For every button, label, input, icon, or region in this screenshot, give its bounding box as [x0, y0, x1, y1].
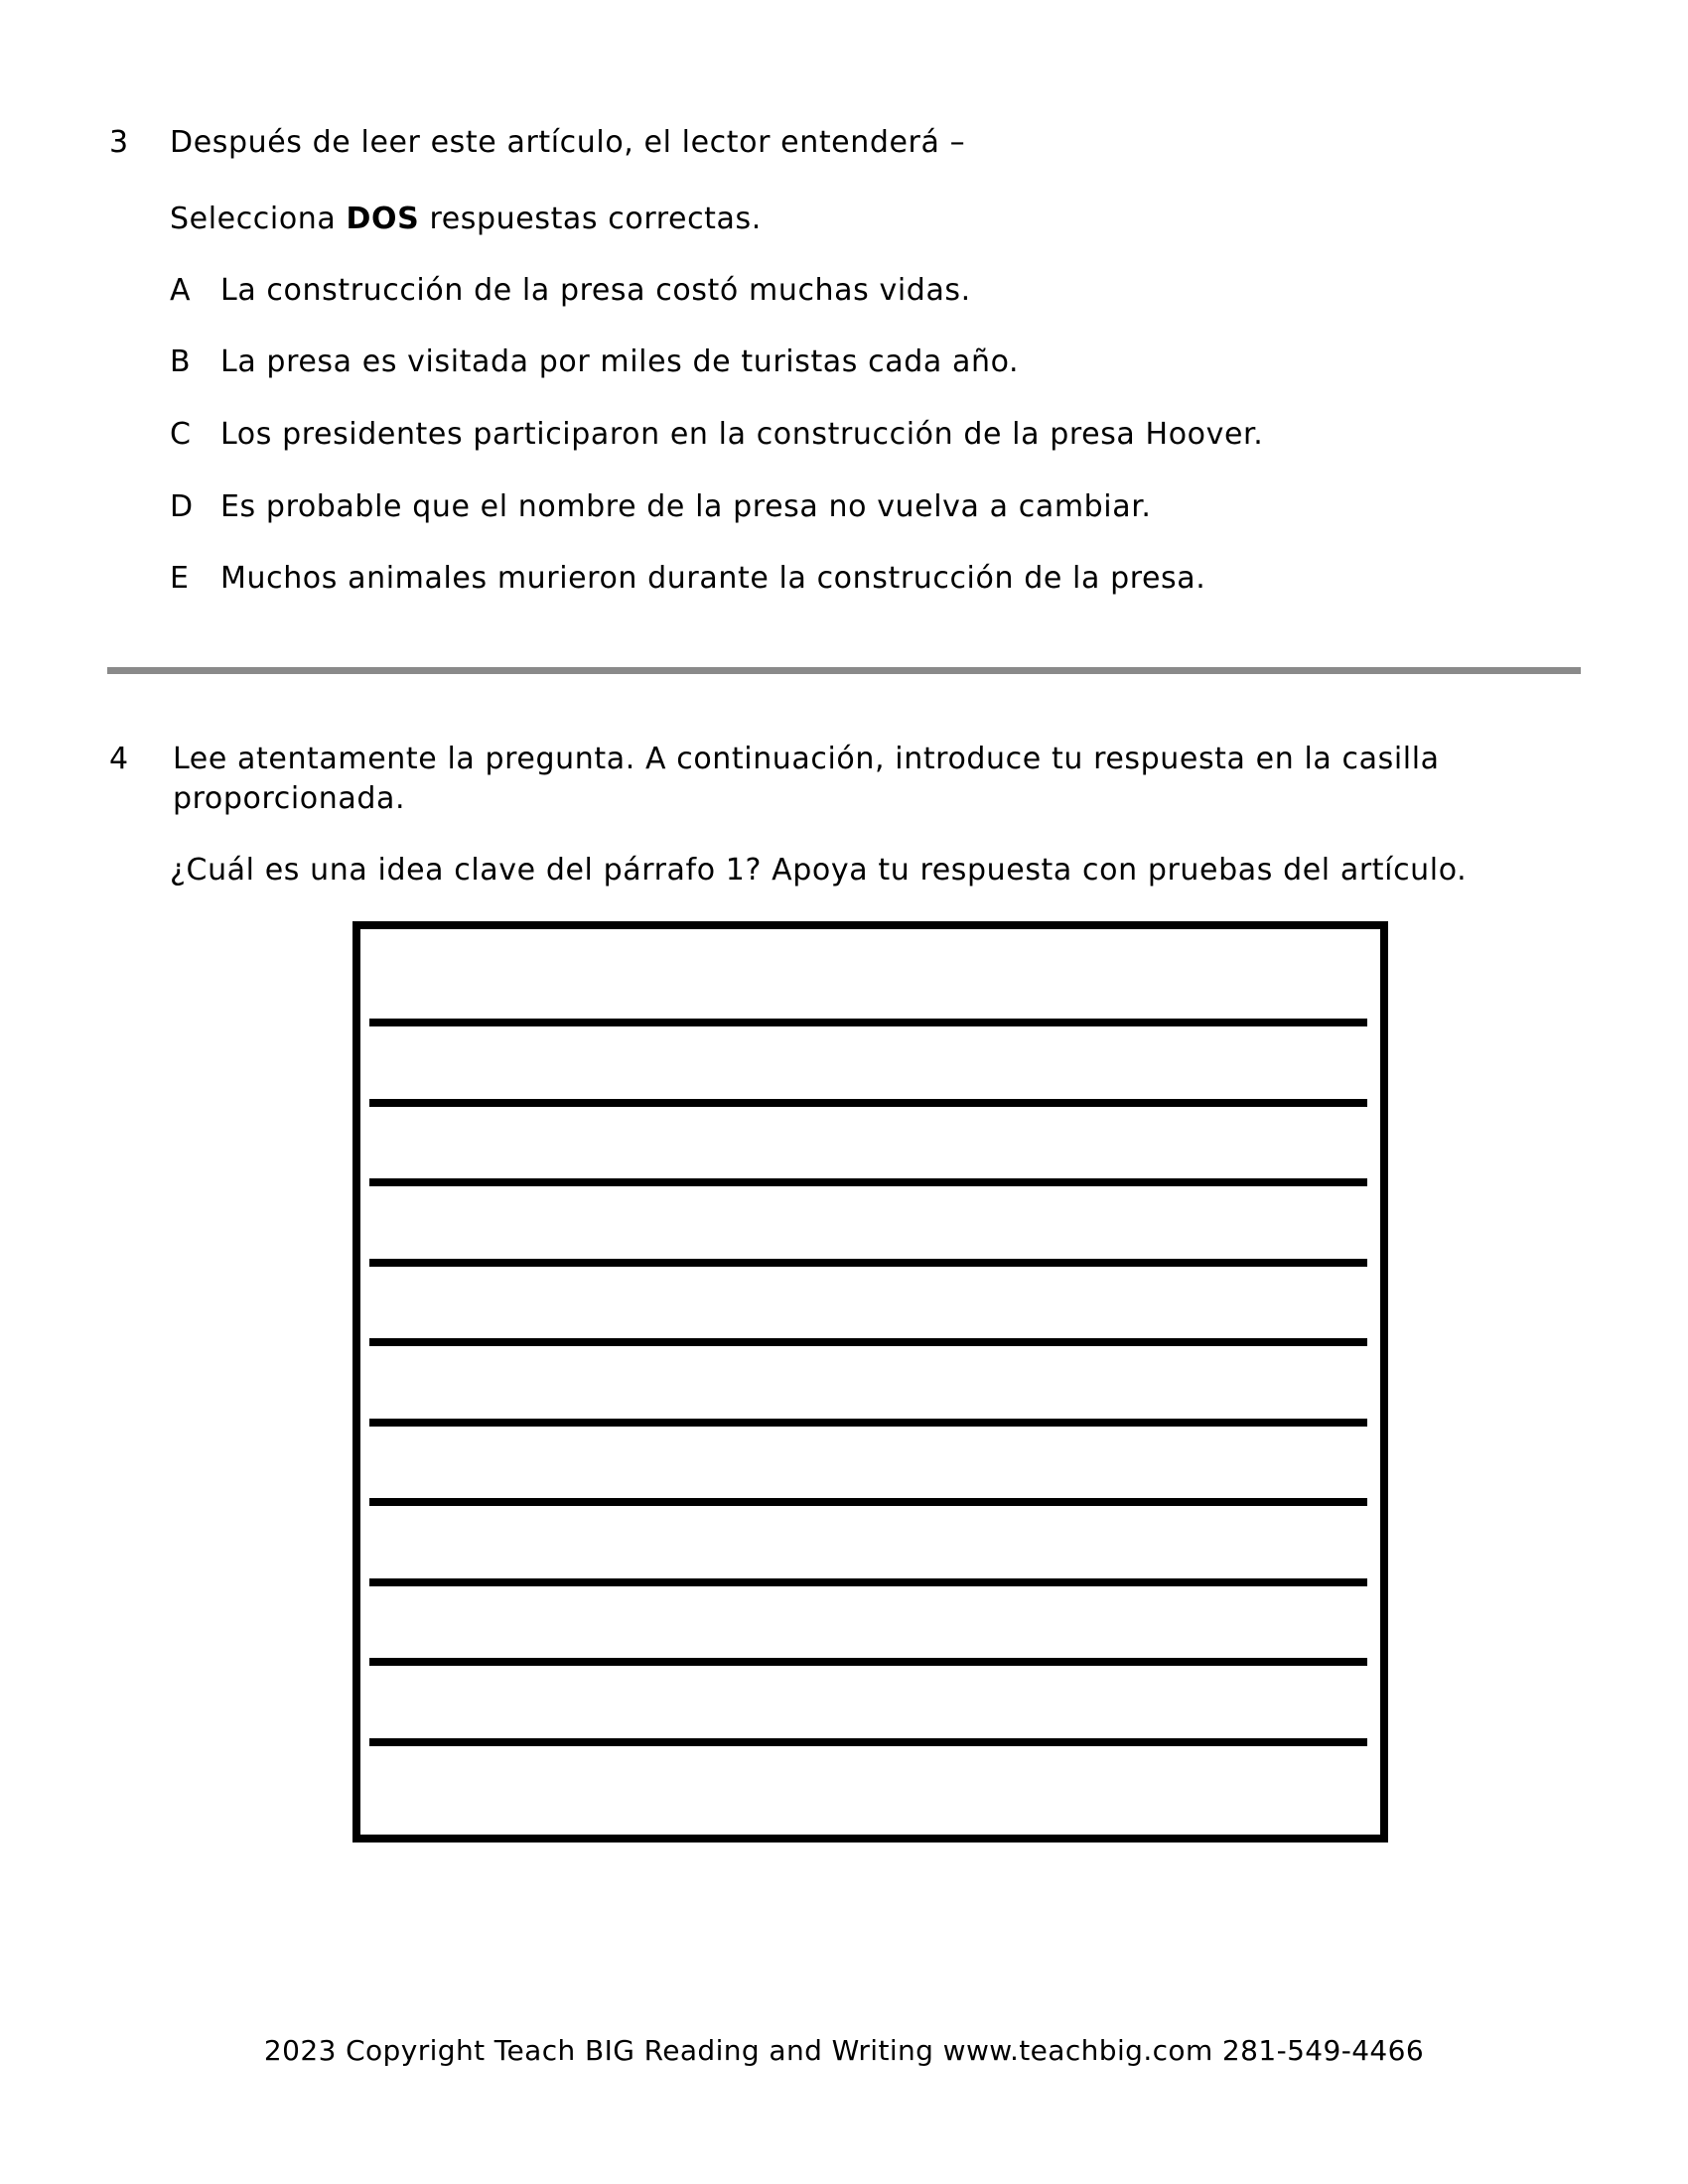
question-4-question: ¿Cuál es una idea clave del párrafo 1? Apoya tu respuesta con pruebas del artículo. — [170, 853, 1468, 887]
option-row-c — [0, 415, 1688, 455]
option-letter-e: E — [170, 561, 190, 596]
answer-line — [369, 1338, 1367, 1346]
footer-copyright: 2023 Copyright Teach BIG Reading and Writing www.teachbig.com 281-549-4466 — [263, 2034, 1425, 2067]
question-3-instruction — [170, 200, 762, 239]
section-divider — [107, 667, 1581, 674]
instruction-suffix: respuestas correctas. — [419, 202, 762, 236]
option-text-c: Los presidentes participaron en la construcción de la presa Hoover. — [220, 417, 1264, 452]
option-text-b: La presa es visitada por miles de turistas cada año. — [220, 344, 1020, 379]
option-letter-c: C — [170, 417, 192, 452]
answer-line — [369, 1578, 1367, 1586]
instruction-bold-word: DOS — [346, 202, 420, 236]
question-4-prompt-line1: Lee atentamente la pregunta. A continuación, introduce tu respuesta en la casilla — [173, 742, 1440, 776]
option-letter-b: B — [170, 344, 192, 379]
answer-line — [369, 1259, 1367, 1267]
answer-line — [369, 1658, 1367, 1666]
option-row-a — [0, 271, 1688, 311]
option-letter-d: D — [170, 489, 194, 524]
answer-line — [369, 1178, 1367, 1186]
option-row-d — [0, 487, 1688, 527]
answer-line — [369, 1738, 1367, 1746]
answer-box[interactable] — [352, 921, 1388, 1843]
question-4-number: 4 — [109, 742, 129, 776]
option-row-b — [0, 342, 1688, 382]
option-text-e: Muchos animales murieron durante la construcción de la presa. — [220, 561, 1206, 596]
answer-line — [369, 1419, 1367, 1427]
instruction-prefix: Selecciona — [170, 202, 347, 236]
option-row-e — [0, 559, 1688, 599]
answer-line — [369, 1019, 1367, 1026]
answer-line — [369, 1099, 1367, 1107]
option-text-a: La construcción de la presa costó muchas vidas. — [220, 273, 971, 308]
answer-line — [369, 1498, 1367, 1506]
question-4-prompt-line2: proporcionada. — [173, 781, 406, 816]
question-3-prompt: Después de leer este artículo, el lector entenderá – — [170, 125, 966, 160]
option-text-d: Es probable que el nombre de la presa no vuelva a cambiar. — [220, 489, 1152, 524]
option-letter-a: A — [170, 273, 192, 308]
question-3-number: 3 — [109, 125, 129, 160]
